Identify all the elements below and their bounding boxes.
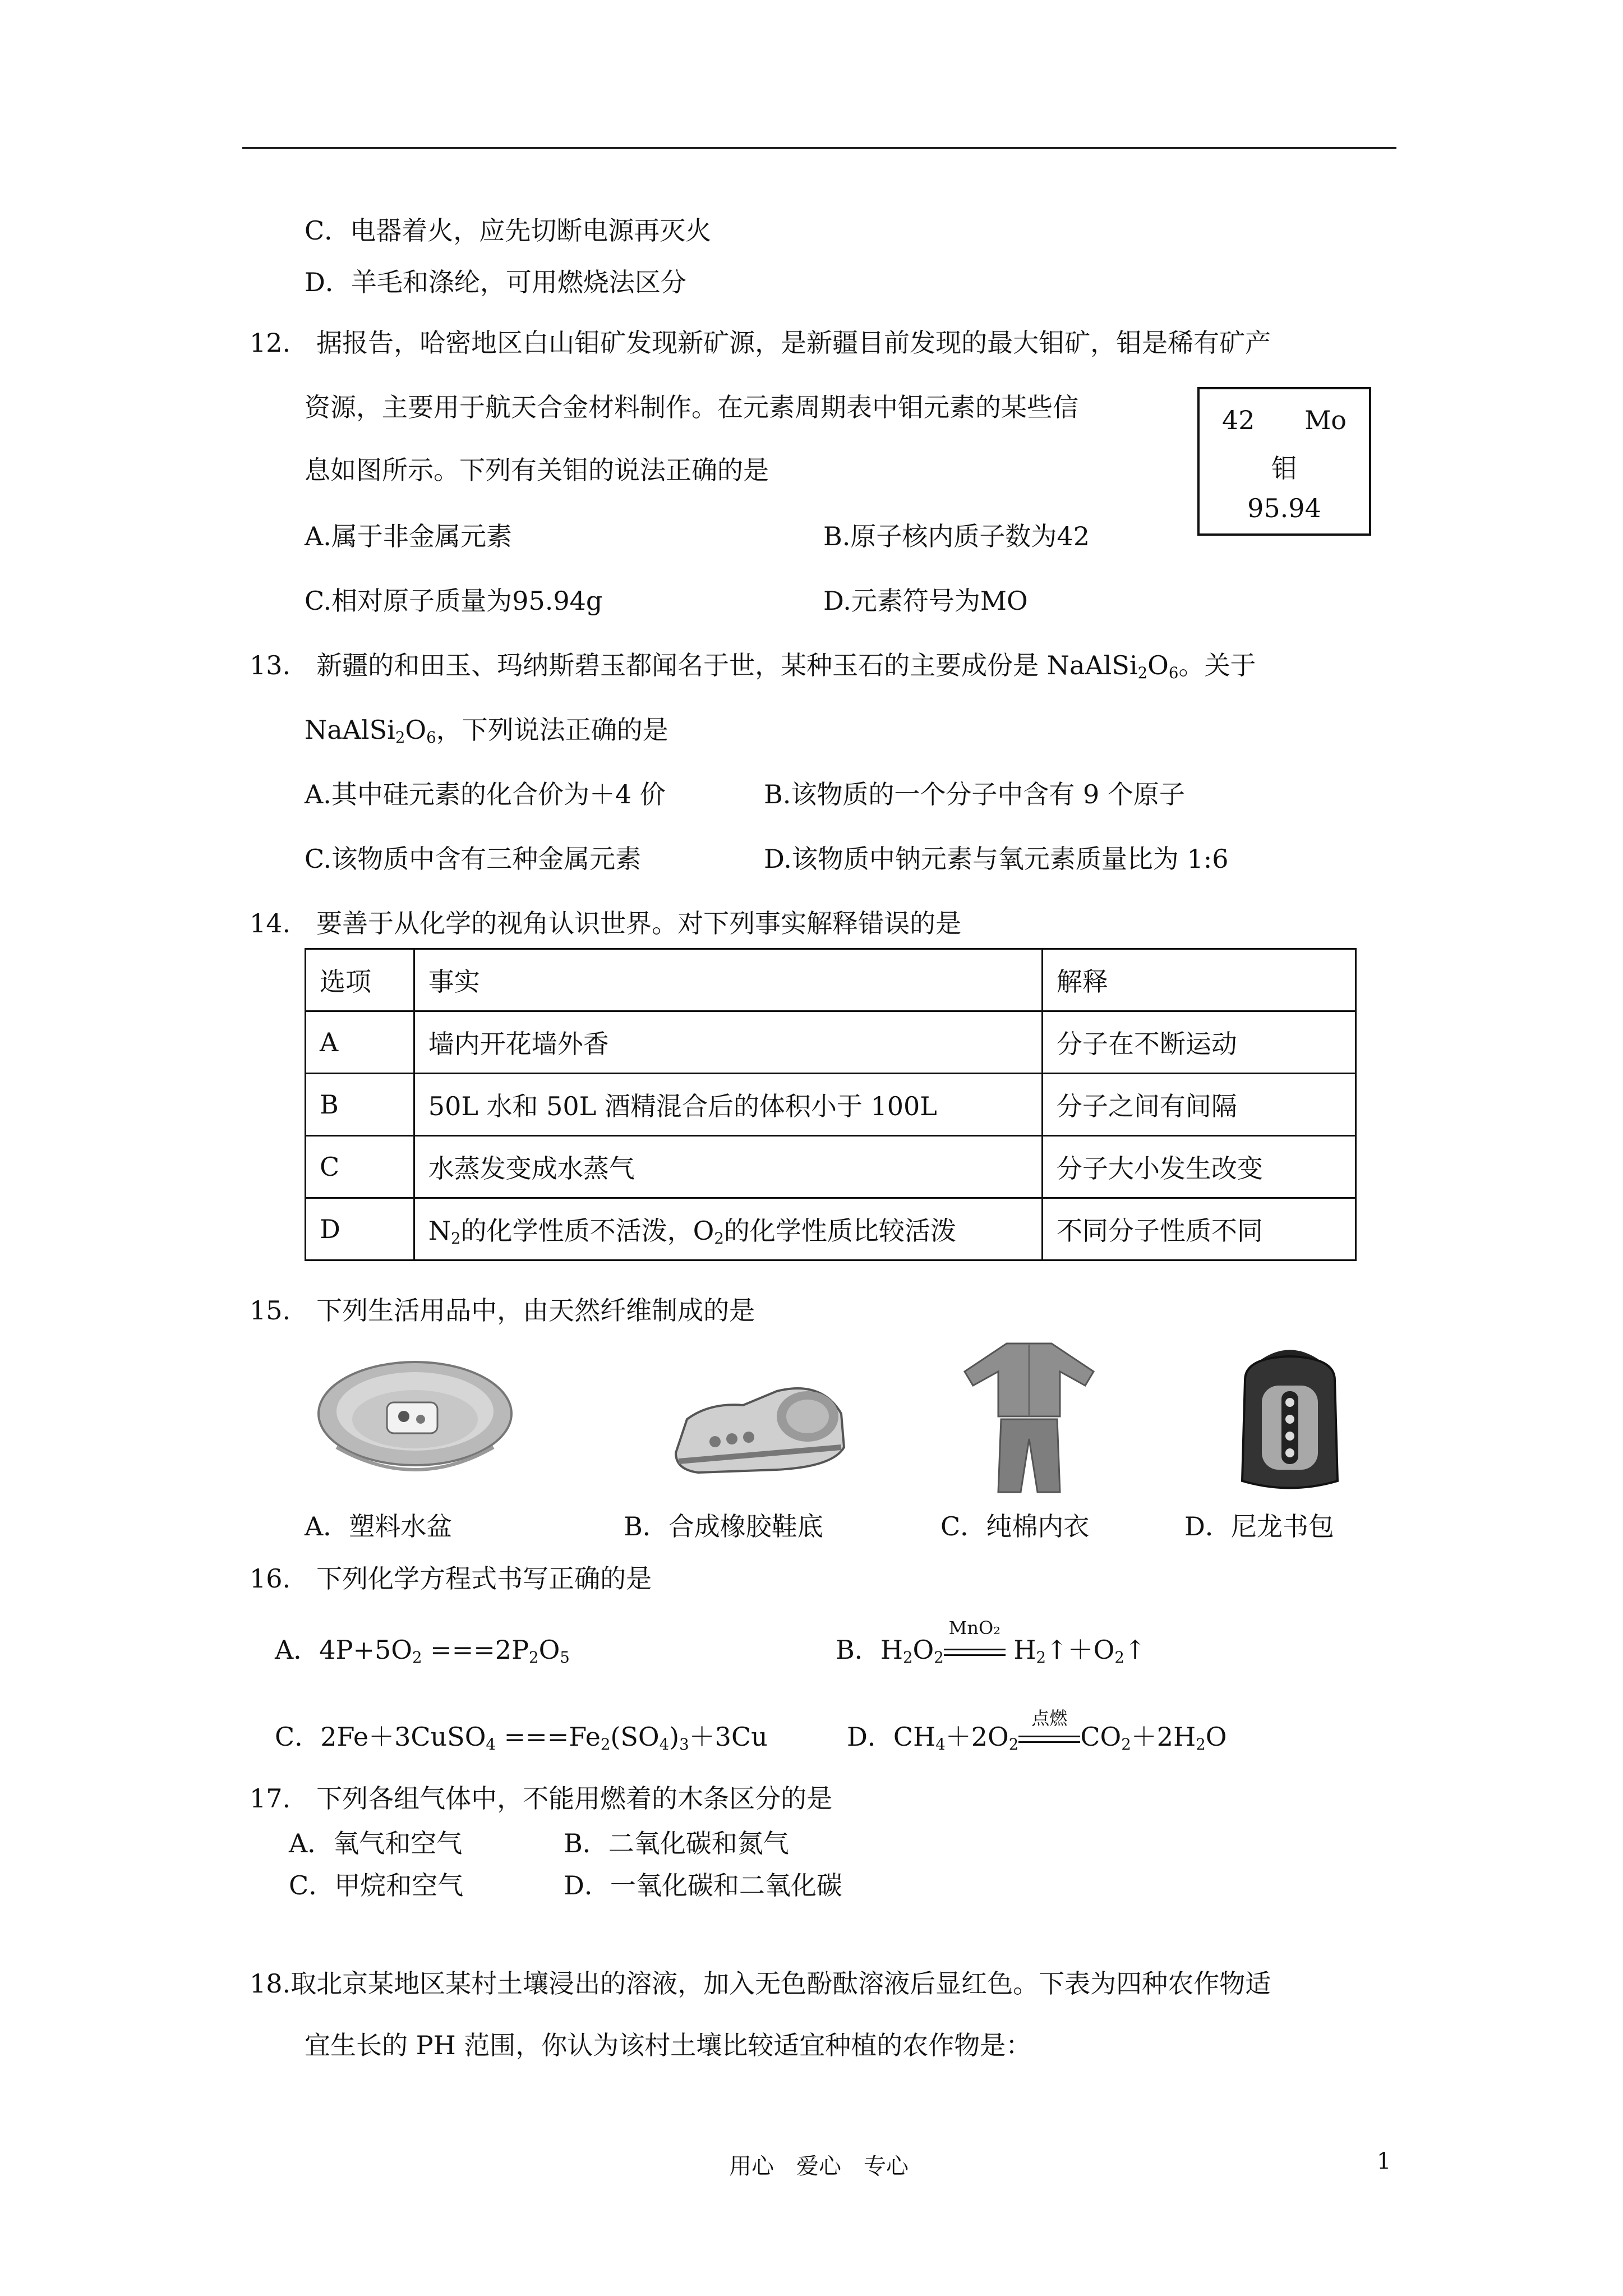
header-explain: 解释: [1042, 949, 1355, 1011]
q18-line1: 18.取北京某地区某村土壤浸出的溶液，加入无色酚酞溶液后显红色。下表为四种农作物适: [250, 1968, 1271, 1999]
q17-stem: 17. 下列各组气体中，不能用燃着的木条区分的是: [250, 1783, 833, 1814]
q16-option-d: D．$CH_4+2O_2$ 点燃 $CO_2+2H_2O$: [847, 1708, 1227, 1754]
q15-option-b: B．合成橡胶鞋底: [624, 1511, 823, 1542]
page-number: 1: [1377, 2148, 1391, 2174]
q17-option-d: D．一氧化碳和二氧化碳: [564, 1870, 842, 1901]
q13-option-a: A.其中硅元素的化合价为＋4 价: [305, 779, 666, 809]
q17-option-c: C．甲烷和空气: [289, 1870, 464, 1901]
header-rule: [242, 147, 1396, 149]
nylon-backpack-image: [1228, 1346, 1352, 1498]
option-d-prev: D．羊毛和涤纶，可用燃烧法区分: [305, 267, 686, 297]
q13-line2: $NaAlSi_2O_6$，下列说法正确的是: [305, 715, 668, 747]
fact-d: $N_2$的化学性质不活泼，$O_2$的化学性质比较活泼: [414, 1198, 1042, 1260]
footer-slogan: 用心 爱心 专心: [729, 2154, 909, 2179]
q13-option-b: B.该物质的一个分子中含有 9 个原子: [764, 779, 1185, 809]
q12-line2: 资源，主要用于航天合金材料制作。在元素周期表中钼元素的某些信: [305, 392, 1078, 422]
header-option: 选项: [306, 949, 414, 1011]
q12-line3: 息如图所示。下列有关钼的说法正确的是: [305, 455, 769, 485]
q17-option-a: A．氧气和空气: [289, 1828, 463, 1858]
element-mass: 95.94: [1247, 493, 1321, 523]
element-card: [1197, 387, 1371, 536]
header-fact: 事实: [414, 949, 1042, 1011]
table-row: D $N_2$的化学性质不活泼，$O_2$的化学性质比较活泼 不同分子性质不同: [306, 1198, 1356, 1260]
q13-line1: 13. 新疆的和田玉、玛纳斯碧玉都闻名于世，某种玉石的主要成份是 $NaAlSi_2O_6$。关于: [250, 650, 1256, 682]
option-c-prev: C．电器着火，应先切断电源再灭火: [305, 215, 712, 246]
q17-option-b: B．二氧化碳和氮气: [564, 1828, 789, 1858]
q14-stem: 14. 要善于从化学的视角认识世界。对下列事实解释错误的是: [250, 908, 962, 938]
reaction-condition-arrow: MnO₂: [944, 1641, 1006, 1663]
q13-option-d: D.该物质中钠元素与氧元素质量比为 1:6: [764, 844, 1229, 874]
q16-option-b: B．$H_2O_2$ MnO₂ $H_2↑+O_2↑$: [836, 1617, 1146, 1667]
q12-line1: 12. 据报告，哈密地区白山钼矿发现新矿源，是新疆目前发现的最大钼矿，钼是稀有矿产: [250, 328, 1271, 358]
q12-option-b: B.原子核内质子数为42: [823, 521, 1090, 551]
rubber-shoe-image: [665, 1369, 850, 1481]
q18-line2: 宜生长的 PH 范围，你认为该村土壤比较适宜种植的农作物是：: [305, 2030, 1032, 2060]
q15-stem: 15. 下列生活用品中，由天然纤维制成的是: [250, 1295, 755, 1326]
q16-stem: 16. 下列化学方程式书写正确的是: [250, 1563, 652, 1594]
q15-option-d: D．尼龙书包: [1184, 1511, 1334, 1542]
element-symbol: Mo: [1304, 405, 1347, 435]
facts-table: [305, 948, 1357, 1261]
table-row: A 墙内开花墙外香 分子在不断运动: [306, 1011, 1356, 1074]
reaction-condition-arrow: 点燃: [1018, 1728, 1080, 1750]
q16-option-a: A．$4P+5O_2 ===2P_2O_5$: [275, 1635, 570, 1667]
q16-option-c: C．2Fe＋3CuSO$_4$ $===Fe_2(SO_4)_3+3Cu$: [275, 1722, 768, 1754]
cotton-clothes-image: [953, 1332, 1105, 1501]
element-number: 42: [1222, 405, 1255, 435]
table-header-row: [306, 949, 1356, 1011]
q12-option-a: A.属于非金属元素: [305, 521, 512, 551]
q12-option-c: C.相对原子质量为95.94g: [305, 586, 603, 616]
q15-option-c: C．纯棉内衣: [940, 1511, 1090, 1542]
q13-option-c: C.该物质中含有三种金属元素: [305, 844, 642, 874]
table-row: C 水蒸发变成水蒸气 分子大小发生改变: [306, 1136, 1356, 1198]
table-row: B 50L 水和 50L 酒精混合后的体积小于 100L 分子之间有间隔: [306, 1074, 1356, 1136]
q12-option-d: D.元素符号为MO: [823, 586, 1028, 616]
q15-option-a: A．塑料水盆: [305, 1511, 453, 1542]
plastic-basin-image: [314, 1358, 516, 1487]
element-name: 钼: [1271, 453, 1297, 484]
